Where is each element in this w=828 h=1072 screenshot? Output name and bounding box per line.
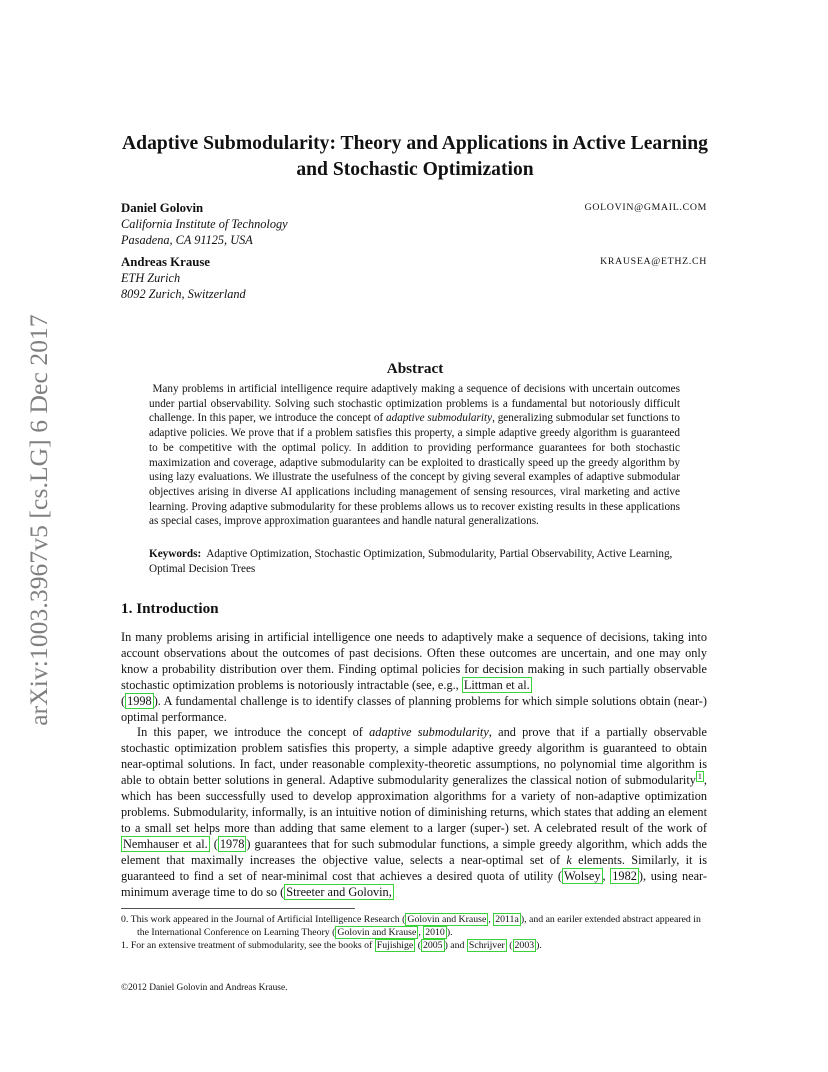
citation-link[interactable]: Wolsey [563,868,601,883]
title-line-2: and Stochastic Optimization [296,159,534,180]
citation-link[interactable]: Nemhauser et al. [123,836,208,851]
copyright-notice: ©2012 Daniel Golovin and Andreas Krause. [121,983,288,993]
keywords [149,547,680,577]
citation-year-link[interactable]: 2011a [495,914,519,925]
section-heading: 1. Introduction [121,600,219,617]
keywords-text: Adaptive Optimization, Stochastic Optimization, Submodularity, Partial Observability, Active Learning, Optimal Decision Trees [149,548,673,575]
text: , and prove that if a partially observable stochastic optimization problem satisfies this property, a simple adaptive greedy algorithm is guaranteed to obtain near-optimal solutions. In fact, under reasonable complexity-theoretic assumptions, no polynomial time algorithm is able to obtain better solutions in general. Adaptive submodularity generalizes the classical notion of submodularity [121,725,707,788]
text: , which has been successfully used to develop approximation algorithms for a variety of non-adaptive optimization problems. Submodularity, informally, is an intuitive notion of diminishing returns, which states that adding an element to a small set helps more than adding that same element to a larger (super-) set. A celebrated result of the work of [121,773,707,835]
citation-link[interactable]: Golovin and Krause [337,927,417,938]
math-variable: k [566,852,572,867]
text: ), using near-minimum average time to do so ( [121,868,707,899]
arxiv-identifier [14,296,64,744]
abstract-text: Many problems in artificial intelligence require adaptively making a sequence of decisions with uncertain outcomes under partial observability. Solving such stochastic optimization problems is a fundamental but notoriously difficult challenge. In this paper, we introduce the concept of [149,383,681,425]
footnote-link[interactable]: 1 [697,772,702,782]
author-affiliation: ETH Zurich [121,271,181,285]
citation-year-link[interactable]: 1978 [219,836,245,851]
title-line-1: Adaptive Submodularity: Theory and Applications in Active Learning [122,133,708,154]
text: ). A fundamental challenge is to identify classes of planning problems for which simple solutions obtain (near-) optimal performance. [121,693,707,724]
text: In many problems arising in artificial intelligence one needs to adaptively make a sequence of decisions, taking into account observations about the outcomes of past decisions. Often these outcomes are uncertain, and one may only know a probability distribution over them. Finding optimal policies for decision making in such partially observable stochastic optimization problems is notoriously intractable (see, e.g., [121,630,707,692]
author-address: 8092 Zurich, Switzerland [121,287,246,301]
text: guarantees that for such submodular functions, a simple greedy algorithm, which adds the element that maximally increases the objective value, selects a near-optimal set of [121,836,708,867]
paragraph: In many problems arising in artificial intelligence one needs to adaptively make a sequence of decisions, taking into account observations about the outcomes of past decisions. Often these outcomes are uncertain, and one may only know a probability distribution over them. Finding optimal policies for decision making in such partially observable stochastic optimization problems is notoriously intractable (see, e.g., Littman et al. ( 1998 ). A fundamental challenge is to identify classes of planning problems for which simple solutions obtain (near-) optimal performance. [121,630,707,724]
citation-link[interactable]: Schrijver [468,940,505,951]
citation-link[interactable]: Streeter and Golovin, [286,884,392,899]
citation-year-link[interactable]: 2003 [514,940,535,951]
abstract-heading: Abstract [386,360,444,377]
citation-year-link[interactable]: 1998 [127,693,152,708]
citation-link[interactable]: Littman et al. [463,677,530,692]
emphasis: adaptive submodularity [369,725,489,740]
abstract-body [149,382,680,529]
text: This work appeared in the Journal of Artificial Intelligence Research ( [130,914,406,925]
footnote-0: 0. This work appeared in the Journal of Artificial Intelligence Research ( Golovin and Krause , 2011a ), and an eariler extended abstract appeared in the International Conference on Learning Theory ( Golovin and Krause , 2010 ). [121,914,701,938]
author-email: KRAUSEA@ETHZ.CH [600,256,707,267]
author-block-1 [121,200,707,248]
author-name: Daniel Golovin [121,201,204,215]
citation-link[interactable]: Golovin and Krause [407,914,487,925]
citation-year-link[interactable]: 2005 [422,940,443,951]
abstract-text: , generalizing submodular set functions to adaptive policies. We prove that if a problem satisfies this property, a simple adaptive greedy algorithm is guaranteed to be competitive with the optimal policy. In addition to providing performance guarantees for both stochastic maximization and coverage, adaptive submodularity can be exploited to drastically speed up the greedy algorithm by using lazy evaluations. We illustrate the usefulness of the concept by giving several examples of adaptive submodular objectives arising in diverse AI applications including management of sensing resources, viral marketing and active learning. Proving adaptive submodularity for these problems allows us to recover existing results in these applications as special cases, improve approximation guarantees and handle natural generalizations. [149,412,680,528]
text: In this paper, we introduce the concept of [137,725,370,740]
footnote-rule [121,908,355,909]
text: ). [446,927,453,938]
citation-year-link[interactable]: 2010 [425,927,445,938]
footnote-number: 0. [121,914,129,925]
author-email: GOLOVIN@GMAIL.COM [584,202,707,213]
citation-year-link[interactable]: 1982 [612,868,637,883]
author-block-2 [121,254,707,302]
keywords-label: Keywords: [149,548,202,560]
author-affiliation: California Institute of Technology [121,217,288,231]
text: . [539,940,542,951]
text: ), and an eariler extended abstract appeared in the International Conference on Learning Theory ( [137,914,701,938]
author-name: Andreas Krause [121,255,210,269]
paragraph: In this paper, we introduce the concept of adaptive submodularity, and prove that if a partially observable stochastic optimization problem satisfies this property, a simple adaptive greedy algorithm is guaranteed to obtain near-optimal solutions. In fact, under reasonable complexity-theoretic assumptions, no polynomial time algorithm is able to obtain better solutions in general. Adaptive submodularity generalizes the classical notion of submodularity $^1$ , which has been successfully used to develop approximation algorithms for a variety of non-adaptive optimization problems. Submodularity, informally, is an intuitive notion of diminishing returns, which states that adding an element to a small set helps more than adding that same element to a larger (super-) set. A celebrated result of the work of Nemhauser et al. ( 1978 ) guarantees that for such submodular functions, a simple greedy algorithm, which adds the element that maximally increases the objective value, selects a near-optimal set of k elements. Similarly, it is guaranteed to find a set of near-minimal cost that achieves a desired quota of utility ( Wolsey , 1982 ), using near-minimum average time to do so ( Streeter and Golovin, [121,725,708,899]
author-address: Pasadena, CA 91125, USA [121,233,253,247]
footnotes [121,913,707,952]
footnote-number: 1. [121,940,129,951]
text: For an extensive treatment of submodularity, see the books of [130,940,375,951]
footnote-1: 1. For an extensive treatment of submodularity, see the books of Fujishige ( 2005 ) and Schrijver ( 2003 ). [121,940,542,951]
abstract-emphasis: adaptive submodularity [386,412,493,425]
text: elements. Similarly, it is guaranteed to find a set of near-minimal cost that achieves a desired quota of utility ( [121,852,707,883]
text: and [447,940,467,951]
introduction-body [121,630,707,900]
arxiv-identifier-text: arXiv:1003.3967v5 [cs.LG] 6 Dec 2017 [24,314,54,726]
paper-title [110,131,720,183]
citation-link[interactable]: Fujishige [376,940,414,951]
